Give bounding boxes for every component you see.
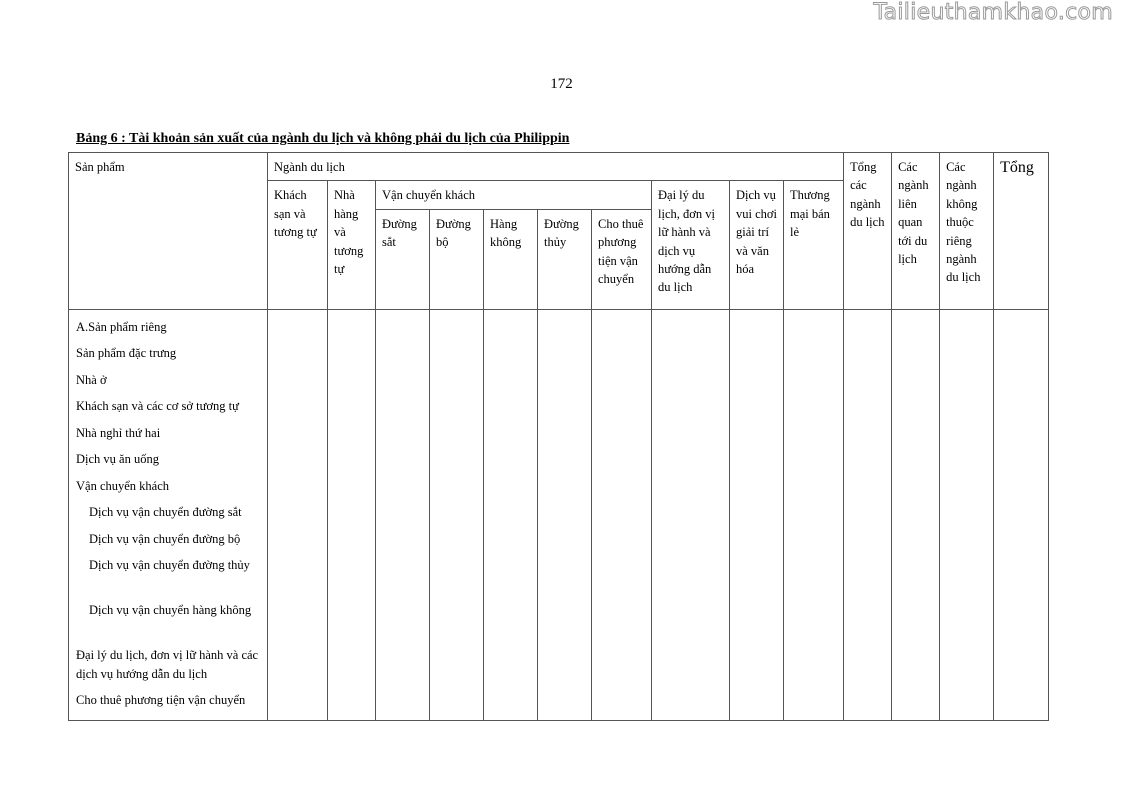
data-cell (484, 309, 538, 720)
row-label: Dịch vụ vận chuyển hàng không (89, 603, 252, 618)
row-label: Nhà nghỉ thứ hai (76, 425, 161, 440)
row-label: Dịch vụ vận chuyển đường thủy (89, 558, 250, 573)
header-cac-nganh-lien-quan: Các ngành liên quan tới du lịch (892, 153, 940, 310)
data-cell (430, 309, 484, 720)
data-cell (784, 309, 844, 720)
data-cell (940, 309, 994, 720)
row-label: Vận chuyển khách (76, 478, 170, 493)
row-label: Nhà ở (76, 372, 107, 387)
header-dich-vu-vui-choi: Dịch vụ vui chơi giải trí và văn hóa (730, 181, 784, 309)
data-cell (376, 309, 430, 720)
page-number: 172 (550, 76, 573, 92)
data-cell (892, 309, 940, 720)
production-account-table (68, 152, 1049, 721)
data-cell (328, 309, 376, 720)
row-label: Dịch vụ vận chuyển đường bộ (89, 531, 241, 546)
header-duong-thuy: Đường thủy (538, 209, 592, 309)
row-label: A.Sản phẩm riêng (76, 319, 167, 334)
header-khach-san: Khách sạn và tương tự (268, 181, 328, 309)
table-title: Bảng 6 : Tài khoản sản xuất của ngành du lịch và không phải du lịch của Philippin (76, 131, 570, 146)
header-san-pham: Sản phẩm (69, 153, 268, 310)
watermark: Tailieuthamkhao.com (873, 0, 1113, 25)
row-label: Dịch vụ vận chuyển đường sắt (89, 505, 242, 520)
header-thuong-mai: Thương mại bán lẻ (784, 181, 844, 309)
data-cell (538, 309, 592, 720)
header-duong-sat: Đường sắt (376, 209, 430, 309)
header-cho-thue: Cho thuê phương tiện vận chuyển (592, 209, 652, 309)
header-nha-hang: Nhà hàng và tương tự (328, 181, 376, 309)
header-van-chuyen-khach: Vận chuyển khách (376, 181, 652, 209)
header-dai-ly: Đại lý du lịch, đơn vị lữ hành và dịch vụ hướng dẫn du lịch (652, 181, 730, 309)
row-label: Khách sạn và các cơ sở tương tự (76, 399, 239, 414)
row-label: Dịch vụ ăn uống (76, 452, 159, 467)
row-label: Đại lý du lịch, đơn vị lữ hành và các dịch vụ hướng dẫn du lịch (76, 648, 259, 681)
data-cell (844, 309, 892, 720)
header-duong-bo: Đường bộ (430, 209, 484, 309)
header-tong-cac-nganh-du-lich: Tổng các ngành du lịch (844, 153, 892, 310)
data-cell (268, 309, 328, 720)
data-cell (730, 309, 784, 720)
header-tong: Tổng (994, 153, 1049, 310)
header-hang-khong: Hàng không (484, 209, 538, 309)
header-nganh-du-lich: Ngành du lịch (268, 153, 844, 181)
header-cac-nganh-khong-thuoc: Các ngành không thuộc riêng ngành du lịch (940, 153, 994, 310)
data-cell (652, 309, 730, 720)
row-label: Cho thuê phương tiện vận chuyển (76, 693, 246, 708)
product-rows (69, 309, 268, 720)
data-cell (994, 309, 1049, 720)
row-label: Sản phẩm đặc trưng (76, 346, 177, 361)
data-cell (592, 309, 652, 720)
